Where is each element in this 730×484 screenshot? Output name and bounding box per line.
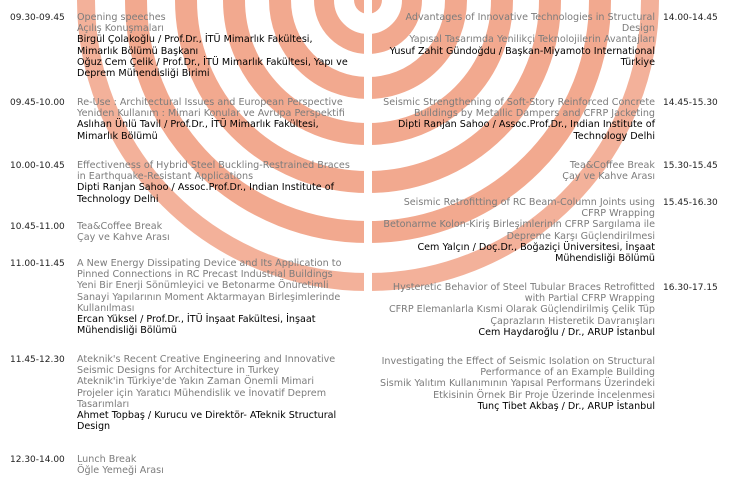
session-block xyxy=(367,282,655,338)
session-title-line: Tasarımları xyxy=(77,398,130,410)
speaker-line: Dipti Ranjan Sahoo / Assoc.Prof.Dr., Indian Institute of xyxy=(77,182,334,194)
speaker-line: Ahmet Topbaş / Kurucu ve Direktör- ATeknik Structural xyxy=(77,410,337,422)
session-block xyxy=(77,221,362,243)
session-time: 11.45-12.30 xyxy=(10,355,65,365)
session-title-line: Betonarme Kolon-Kiriş Birleşimlerinin CFRP Sargılama ile xyxy=(383,219,655,231)
session-title-line: Design xyxy=(621,23,655,35)
session-title-line: Performance of an Example Building xyxy=(480,367,655,379)
session-time: 14.45-15.30 xyxy=(663,98,718,108)
session-time: 12.30-14.00 xyxy=(10,455,65,465)
session-title-line: Investigating the Effect of Seismic Isolation on Structural xyxy=(381,356,655,367)
session-title-line: CFRP Elemanlarla Kısmi Olarak Güçlendirilmiş Çelik Tüp xyxy=(388,304,655,316)
speaker-line: Technology Delhi xyxy=(77,193,159,205)
session-title-line: Sismik Yalıtım Kullanımının Yapısal Performans Üzerindeki xyxy=(380,378,655,390)
session-title-line: Öğle Yemeği Arası xyxy=(77,465,164,477)
speaker-line: Dipti Ranjan Sahoo / Assoc.Prof.Dr., Indian Institute of xyxy=(398,119,655,131)
session-title-line: Pinned Connections in RC Precast Industrial Buildings xyxy=(77,269,333,281)
speaker-line: Technology Delhi xyxy=(573,130,655,142)
session-block xyxy=(77,160,362,205)
speaker-line: Oğuz Cem Çelik / Prof.Dr., İTÜ Mimarlık Fakültesi, Yapı ve xyxy=(77,56,348,68)
session-title-line: Kullanılması xyxy=(77,302,135,314)
speaker-line: Mimarlık Bölümü xyxy=(77,130,158,142)
session-time: 09.30-09.45 xyxy=(10,13,65,23)
session-title-line: Depreme Karşı Güçlendirilmesi xyxy=(506,230,655,242)
session-title-line: Lunch Break xyxy=(77,454,137,465)
session-block xyxy=(367,160,655,182)
session-title-line: Re-Use : Architectural Issues and European Perspective xyxy=(77,97,343,108)
session-time: 15.45-16.30 xyxy=(663,198,718,208)
speaker-line: Deprem Mühendisliği Birimi xyxy=(77,68,210,80)
speaker-line: Cem Haydaroğlu / Dr., ARUP İstanbul xyxy=(478,326,655,338)
session-time: 10.45-11.00 xyxy=(10,222,65,232)
session-title-line: Etkisinin Örnek Bir Proje Üzerinde İncelenmesi xyxy=(433,389,655,401)
session-time: 15.30-15.45 xyxy=(663,161,718,171)
session-block xyxy=(77,258,362,336)
session-title-line: Tea&Coffee Break xyxy=(77,221,163,232)
session-title-line: Yeni Bir Enerji Sönümleyici ve Betonarme Önüretimli xyxy=(77,280,329,292)
session-title-line: in Earthquake-Resistant Applications xyxy=(77,171,254,183)
session-title-line: Seismic Retrofitting of RC Beam-Column Joints using xyxy=(403,197,655,208)
session-block xyxy=(77,12,362,79)
session-title-line: Ateknik's Recent Creative Engineering and Innovative xyxy=(77,354,336,365)
session-title-line: Hysteretic Behavior of Steel Tubular Braces Retrofitted xyxy=(392,282,655,293)
session-title-line: Yeniden Kullanım : Mimari Konular ve Avrupa Perspektifi xyxy=(77,108,345,120)
speaker-line: Cem Yalçın / Doç.Dr., Boğaziçi Üniversitesi, İnşaat xyxy=(417,241,655,253)
session-time: 09.45-10.00 xyxy=(10,98,65,108)
session-title-line: Opening speeches xyxy=(77,12,166,23)
session-title-line: Ateknik'in Türkiye'de Yakın Zaman Önemli Mimari xyxy=(77,376,315,388)
session-block xyxy=(367,12,655,68)
speaker-line: Mimarlık Bölümü Başkanı xyxy=(77,45,199,57)
session-title-line: Sanayi Yapılarının Moment Aktarmayan Birleşimlerinde xyxy=(77,291,341,303)
session-title-line: Seismic Strengthening of Soft-Story Reinforced Concrete xyxy=(383,97,655,108)
speaker-line: Ercan Yüksel / Prof.Dr., İTÜ İnşaat Fakültesi, İnşaat xyxy=(77,314,316,326)
session-block xyxy=(77,354,362,432)
session-block xyxy=(367,97,655,142)
speaker-line: Mühendisliği Bölümü xyxy=(555,253,655,265)
speaker-line: Mühendisliği Bölümü xyxy=(77,325,177,337)
session-title-line: Effectiveness of Hybrid Steel Buckling-Restrained Braces xyxy=(77,160,350,171)
session-title-line: Advantages of Innovative Technologies in Structural xyxy=(405,12,655,23)
speaker-line: Design xyxy=(77,421,111,433)
session-title-line: Tea&Coffee Break xyxy=(569,160,655,171)
session-title-line: Çaprazların Histeretik Davranışları xyxy=(490,315,655,327)
speaker-line: Türkiye xyxy=(620,56,655,68)
speaker-line: Birgül Çolakoğlu / Prof.Dr., İTÜ Mimarlık Fakültesi, xyxy=(77,34,313,46)
speaker-line: Yusuf Zahit Gündoğdu / Başkan-Miyamoto International xyxy=(389,45,655,57)
session-time: 10.00-10.45 xyxy=(10,161,65,171)
session-block xyxy=(367,356,655,412)
session-title-line: Açılış Konuşmaları xyxy=(77,23,164,35)
session-title-line: Buildings by Metallic Dampers and CFRP Jacketing xyxy=(413,108,655,120)
session-time: 16.30-17.15 xyxy=(663,283,718,293)
session-time: 11.00-11.45 xyxy=(10,259,65,269)
session-title-line: A New Energy Dissipating Device and Its Application to xyxy=(77,258,342,269)
session-title-line: with Partial CFRP Wrapping xyxy=(524,293,655,305)
session-block xyxy=(367,197,655,264)
session-title-line: Çay ve Kahve Arası xyxy=(562,171,655,183)
session-block xyxy=(77,97,362,142)
session-title-line: Projeler için Yaratıcı Mühendislik ve İnovatif Deprem xyxy=(77,387,327,399)
session-title-line: Yapısal Tasarımda Yenilikçi Teknolojilerin Avantajları xyxy=(409,34,655,46)
session-title-line: Seismic Designs for Architecture in Turkey xyxy=(77,365,280,377)
session-title-line: Çay ve Kahve Arası xyxy=(77,232,170,244)
session-time: 14.00-14.45 xyxy=(663,13,718,23)
speaker-line: Aslıhan Ünlü Tavil / Prof.Dr., İTÜ Mimarlık Fakültesi, xyxy=(77,119,319,131)
session-title-line: CFRP Wrapping xyxy=(581,208,655,220)
speaker-line: Tunç Tibet Akbaş / Dr., ARUP İstanbul xyxy=(477,400,655,412)
session-block xyxy=(77,454,362,476)
